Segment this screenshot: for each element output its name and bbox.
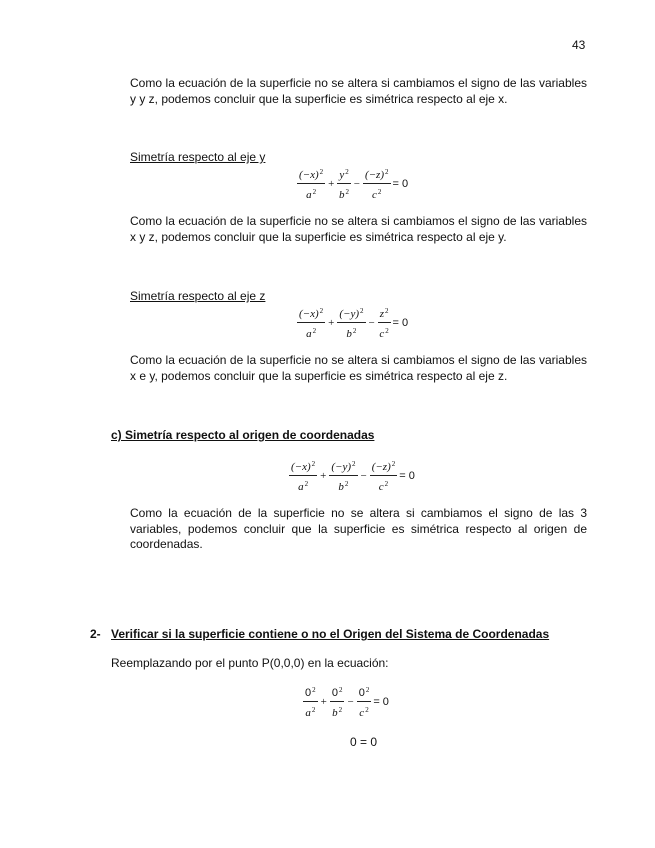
equation-zero-equals-zero: 0 = 0 (350, 735, 378, 749)
paragraph-symmetry-origin: Como la ecuación de la superficie no se altera si cambiamos el signo de las 3 variables, podemos concluir que la superficie es simétrica respecto al origen de coordenadas. (130, 506, 587, 551)
section-2-title: Verificar si la superficie contiene o no el Origen del Sistema de Coordenadas (111, 627, 550, 641)
equation-symmetry-y: $\frac{(-x)^2}{a^2}$ + $\frac{y^2}{b^2}$ − $\frac{(-z)^2}{c^2}$ = 0 (299, 168, 409, 201)
equation-symmetry-origin: $\frac{(-x)^2}{a^2}$ + $\frac{(-y)^2}{b^2}$ − $\frac{(-z)^2}{c^2}$ = 0 (291, 460, 415, 493)
heading-symmetry-z-axis: Simetría respecto al eje z (130, 289, 266, 303)
replace-point-text: Reemplazando por el punto P(0,0,0) en la ecuación: (111, 656, 389, 670)
paragraph-symmetry-z: Como la ecuación de la superficie no se altera si cambiamos el signo de las variables x e y, podemos concluir que la superficie es simétrica respecto al eje z. (130, 353, 587, 383)
paragraph-symmetry-x: Como la ecuación de la superficie no se altera si cambiamos el signo de las variables y y z, podemos concluir que la superficie es simétrica respecto al eje x. (130, 76, 587, 106)
paragraph-symmetry-y: Como la ecuación de la superficie no se altera si cambiamos el signo de las variables x y z, podemos concluir que la superficie es simétrica respecto al eje y. (130, 214, 587, 244)
equation-origin-substitution: $\frac{0^2}{a^2}$ + $\frac{0^2}{b^2}$ − $\frac{0^2}{c^2}$ = 0 (305, 686, 389, 719)
equation-symmetry-z: $\frac{(-x)^2}{a^2}$ + $\frac{(-y)^2}{b^2}$ − $\frac{z^2}{c^2}$ = 0 (299, 307, 409, 340)
section-2-number: 2- (90, 627, 101, 641)
section-heading-origin-symmetry: c) Simetría respecto al origen de coordenadas (111, 428, 375, 442)
page-number: 43 (572, 38, 586, 52)
heading-symmetry-y-axis: Simetría respecto al eje y (130, 150, 266, 164)
section-2-heading (90, 627, 549, 641)
